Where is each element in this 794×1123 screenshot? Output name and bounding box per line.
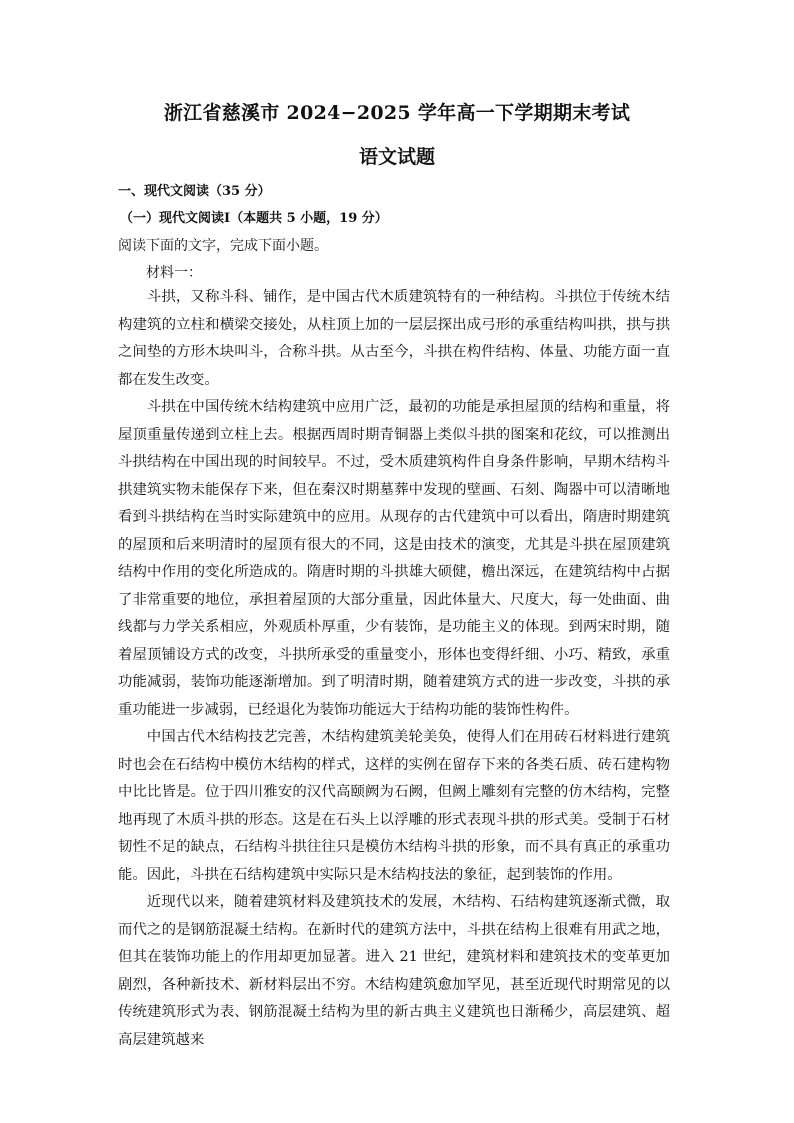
paragraph: 中国古代木结构技艺完善，木结构建筑美轮美奂，使得人们在用砖石材料进行建筑时也会在石结构中模仿木结构的样式，这样的实例在留存下来的各类石质、砖石建构物中比比皆是。位于四川雅安的汉代高颐阙为石阙，但阙上雕刻有完整的仿木结构，完整地再现了木质斗拱的形态。这是在石头上以浮雕的形式表现斗拱的形式美。受制于石材韧性不足的缺点，石结构斗拱往往只是模仿木结构斗拱的形象，而不具有真正的承重功能。因此，斗拱在石结构建筑中实际只是木结构技法的象征，起到装饰的作用。 [118,729,670,883]
exam-title: 浙江省慈溪市 2024−2025 学年高一下学期期末考试 [163,102,631,124]
section-heading: 一、现代文阅读（35 分） [118,184,271,199]
exam-subtitle: 语文试题 [358,146,435,168]
section-subheading: （一）现代文阅读Ⅰ（本题共 5 小题，19 分） [120,211,388,226]
paragraph: 斗拱，又称斗科、铺作，是中国古代木质建筑特有的一种结构。斗拱位于传统木结构建筑的立柱和横梁交接处，从柱顶上加的一层层探出成弓形的承重结构叫拱，拱与拱之间垫的方形木块叫斗，合称斗拱。从古至今，斗拱在构件结构、体量、功能方面一直都在发生改变。 [118,289,670,388]
article-body [118,284,670,1054]
paragraph: 斗拱在中国传统木结构建筑中应用广泛，最初的功能是承担屋顶的结构和重量，将屋顶重量传递到立柱上去。根据西周时期青铜器上类似斗拱的图案和花纹，可以推测出斗拱结构在中国出现的时间较早。不过，受木质建筑构件自身条件影响，早期木结构斗拱建筑实物未能保存下来，但在秦汉时期墓葬中发现的壁画、石刻、陶器中可以清晰地看到斗拱结构在当时实际建筑中的应用。从现存的古代建筑中可以看出，隋唐时期建筑的屋顶和后来明清时的屋顶有很大的不同，这是由技术的演变，尤其是斗拱在屋顶建筑结构中作用的变化所造成的。隋唐时期的斗拱雄大硕健，檐出深远，在建筑结构中占据了非常重要的地位，承担着屋顶的大部分重量，因此体量大、尺度大，每一处曲面、曲线都与力学关系相应，外观质朴厚重，少有装饰，是功能主义的体现。到两宋时期，随着屋顶铺设方式的改变，斗拱所承受的重量变小，形体也变得纤细、小巧、精致，承重功能减弱，装饰功能逐渐增加。到了明清时期，随着建筑方式的进一步改变，斗拱的承重功能进一步减弱，已经退化为装饰功能远大于结构功能的装饰性构件。 [118,399,670,718]
reading-instruction: 阅读下面的文字，完成下面小题。 [118,238,328,254]
paragraph: 近现代以来，随着建筑材料及建筑技术的发展，木结构、石结构建筑逐渐式微，取而代之的是钢筋混凝土结构。在新时代的建筑方法中，斗拱在结构上很难有用武之地，但其在装饰功能上的作用却更加显著。进入 21 世纪，建筑材料和建筑技术的变革更加剧烈，各种新技术、新材料层出不穷。木结构建筑愈加罕见，甚至近现代时期常见的以传统建筑形式为表、钢筋混凝土结构为里的新古典主义建筑也日渐稀少，高层建筑、超高层建筑越来 [118,894,670,1048]
material-label: 材料一： [146,265,202,281]
